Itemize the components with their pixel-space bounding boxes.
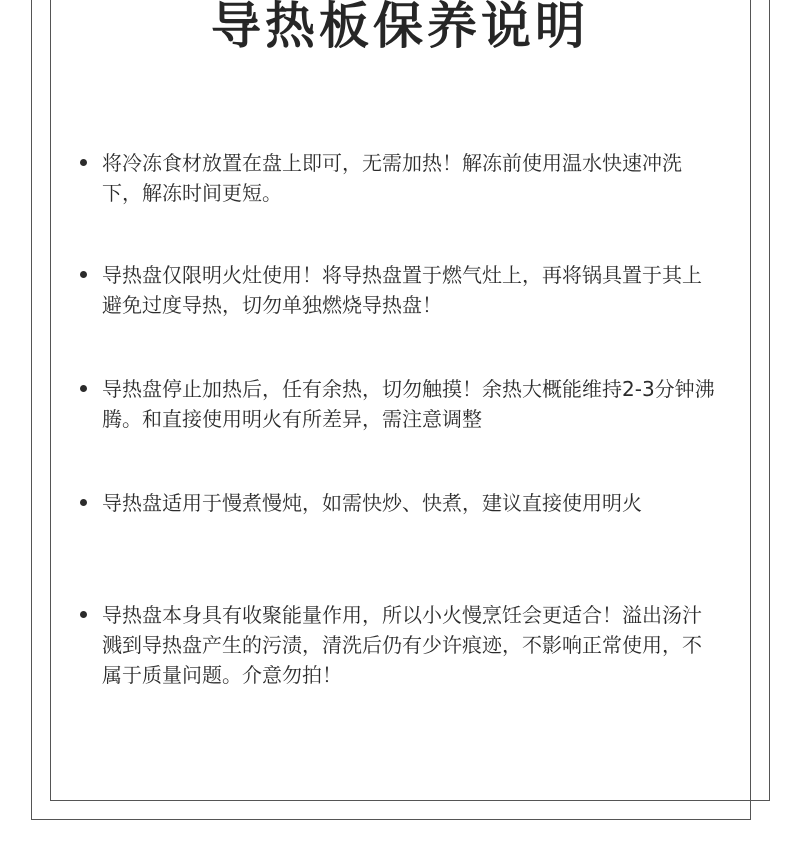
bullet-icon	[80, 385, 87, 392]
note-item	[80, 374, 720, 434]
note-item	[80, 260, 720, 320]
note-text: 导热盘本身具有收聚能量作用，所以小火慢烹饪会更适合！溢出汤汁溅到导热盘产生的污渍，清洗后仍有少许痕迹，不影响正常使用，不属于质量问题。介意勿拍！	[102, 603, 702, 687]
bullet-icon	[80, 271, 87, 278]
bullet-icon	[80, 611, 87, 618]
bullet-icon	[80, 499, 87, 506]
note-text: 导热盘仅限明火灶使用！将导热盘置于燃气灶上，再将锅具置于其上避免过度导热，切勿单独燃烧导热盘！	[102, 263, 702, 317]
note-text: 导热盘停止加热后，任有余热，切勿触摸！余热大概能维持2-3分钟沸腾。和直接使用明火有所差异，需注意调整	[102, 377, 715, 431]
note-item	[80, 488, 720, 518]
note-item	[80, 148, 720, 208]
bullet-icon	[80, 159, 87, 166]
note-text: 将冷冻食材放置在盘上即可，无需加热！解冻前使用温水快速冲洗下，解冻时间更短。	[102, 151, 682, 205]
page-title: 导热板保养说明	[211, 0, 589, 55]
note-item	[80, 600, 720, 690]
note-text: 导热盘适用于慢煮慢炖，如需快炒、快煮，建议直接使用明火	[102, 491, 642, 515]
